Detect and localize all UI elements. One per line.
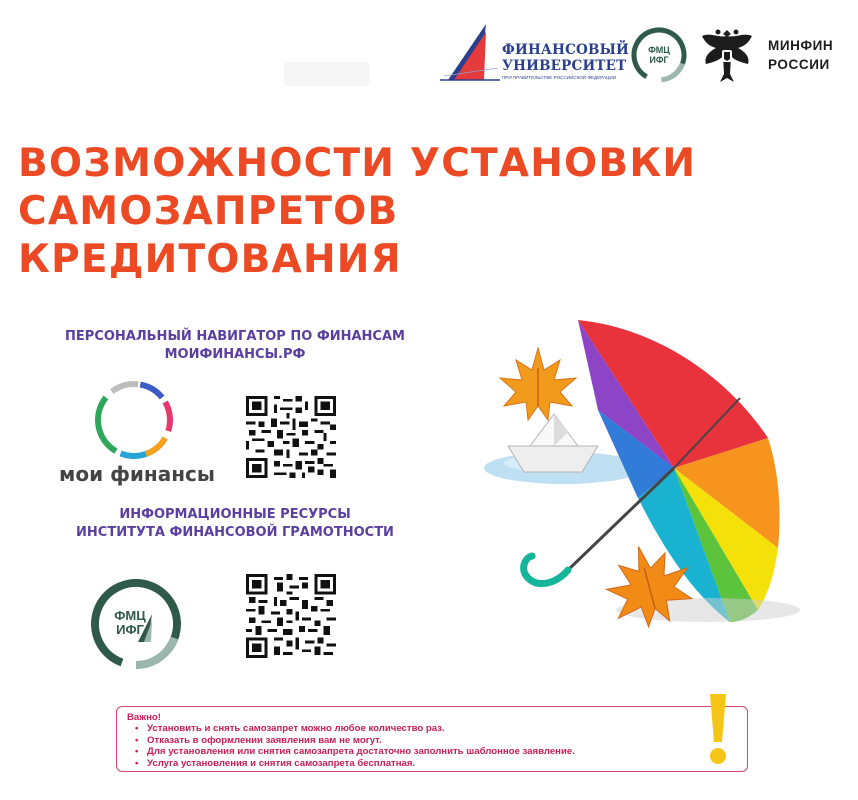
partner-logos (440, 14, 850, 94)
resources-qr-code[interactable] (246, 574, 336, 658)
notice-list (127, 723, 739, 769)
fmc-ifg-logo-large (86, 574, 186, 674)
minfin-line2: РОССИИ (768, 57, 830, 72)
important-notice-box (116, 706, 748, 772)
fu-emblem-icon (440, 20, 502, 86)
navigator-qr-code[interactable] (246, 396, 336, 478)
financial-university-logo (440, 20, 630, 86)
exclamation-icon (704, 690, 732, 768)
title-line-3: КРЕДИТОВАНИЯ (18, 237, 402, 282)
notice-title: Важно! (127, 712, 161, 723)
fu-logo-line3: ПРИ ПРАВИТЕЛЬСТВЕ РОССИЙСКОЙ ФЕДЕРАЦИИ (502, 75, 617, 80)
umbrella-illustration (478, 318, 818, 678)
fu-logo-line1: ФИНАНСОВЫЙ (502, 42, 629, 58)
fmc-small-text-1: ФМЦ (648, 45, 670, 55)
fmc-large-text-1: ФМЦ (114, 608, 146, 623)
notice-item: • Отказать в оформлении заявления вам не могут. (147, 735, 739, 747)
paper-boat-icon (508, 414, 598, 472)
fu-logo-line2: УНИВЕРСИТЕТ (502, 58, 627, 74)
fmc-small-text-2: ИФГ (649, 55, 669, 65)
resources-heading (10, 506, 460, 542)
blurred-placeholder (284, 62, 370, 86)
notice-item: • Для установления или снятия самозапрета достаточно заполнить шаблонное заявление. (147, 746, 739, 758)
minfin-line1: МИНФИН (768, 38, 834, 53)
minfin-logo-text (768, 36, 833, 74)
maple-leaf-icon (500, 348, 576, 420)
title-line-1: ВОЗМОЖНОСТИ УСТАНОВКИ (18, 141, 697, 186)
navigator-heading (10, 328, 460, 364)
title-line-2: САМОЗАПРЕТОВ (18, 189, 399, 234)
resources-heading-line1: ИНФОРМАЦИОННЫЕ РЕСУРСЫ (119, 507, 351, 522)
navigator-heading-line1: ПЕРСОНАЛЬНЫЙ НАВИГАТОР ПО ФИНАНСАМ (65, 329, 405, 344)
double-headed-eagle-icon (696, 22, 758, 88)
navigator-heading-line2: МОИФИНАНСЫ.РФ (164, 347, 306, 362)
notice-item: • Установить и снять самозапрет можно любое количество раз. (147, 723, 739, 735)
resources-heading-line2: ИНСТИТУТА ФИНАНСОВОЙ ГРАМОТНОСТИ (76, 525, 394, 540)
notice-item: • Услуга установления и снятия самозапрета бесплатная. (147, 758, 739, 770)
fmc-large-text-2: ИФГ (116, 622, 144, 637)
page-title (18, 140, 778, 284)
moi-finansy-ring-icon (92, 378, 176, 462)
fmc-ifg-logo-small (628, 24, 690, 86)
moi-finansy-label: мои финансы (59, 462, 215, 486)
